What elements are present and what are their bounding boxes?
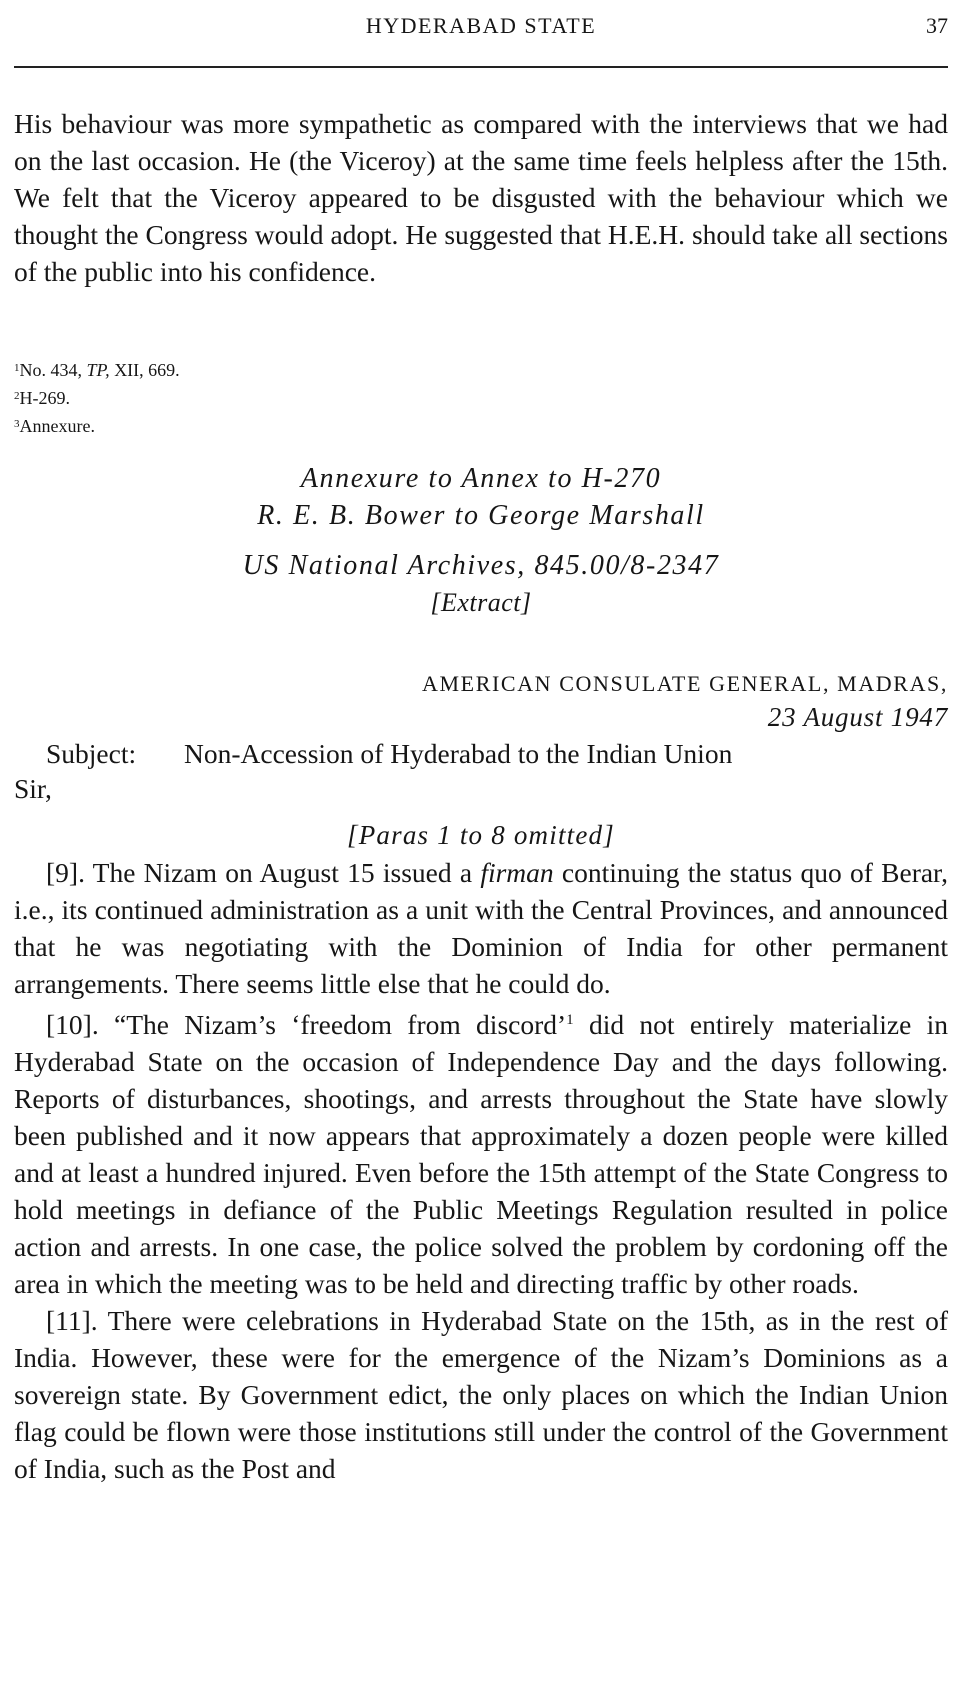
letter-sender: AMERICAN CONSULATE GENERAL, MADRAS,	[422, 671, 948, 696]
book-page	[14, 0, 948, 1683]
footnote-mark: 1	[14, 362, 20, 374]
paragraph-9	[14, 854, 948, 1002]
heading-line-annexure: Annexure to Annex to H-270	[300, 463, 662, 494]
footnote-text: No. 434,	[19, 360, 87, 380]
italic-term: firman	[480, 857, 554, 888]
footnote-reference: 1	[566, 1012, 574, 1028]
footnote-text: Annexure.	[19, 416, 95, 436]
paragraph-text: [10]. “The Nizam’s ‘freedom from discord’	[46, 1009, 567, 1040]
paragraph-text: did not entirely materialize in Hyderabad State on the occasion of Independence Day and the days following. Reports of disturbances, shootings, and arrests throughout the State have slowly been published and it now appears that approximately a dozen people were killed and at least a hundred injured. Even before the 15th attempt of the State Congress to hold meetings in defiance of the Public Meetings Regulation resulted in police action and arrests. In one case, the police solved the problem by cordoning off the area in which the meeting was to be held and directing traffic by other roads.	[14, 1009, 948, 1299]
continued-paragraph: His behaviour was more sympathetic as compared with the interviews that we had on the last occasion. He (the Viceroy) at the same time feels helpless after the 15th. We felt that the Viceroy appeared to be disgusted with the behaviour which we thought the Congress would adopt. He suggested that H.E.H. should take all sections of the public into his confidence.	[14, 108, 948, 287]
heading-line-extract: [Extract]	[430, 588, 532, 617]
footnote	[14, 355, 948, 383]
paragraph-text: [9]. The Nizam on August 15 issued a	[46, 857, 481, 888]
running-head	[14, 10, 948, 42]
running-title: HYDERABAD STATE	[365, 13, 597, 38]
omitted-note: [Paras 1 to 8 omitted]	[347, 820, 615, 850]
letter-salutation: Sir,	[14, 773, 52, 804]
footnote-text-after: XII, 669.	[109, 360, 180, 380]
footnote	[14, 411, 948, 439]
subject-label: Subject:	[46, 738, 137, 769]
footnote-mark: 2	[14, 390, 20, 402]
footnote-italic: TP,	[86, 360, 110, 380]
heading-line-source: US National Archives, 845.00/8-2347	[242, 550, 720, 581]
letter-date: 23 August 1947	[767, 702, 948, 732]
paragraph-10	[14, 1002, 948, 1302]
page-number: 37	[926, 13, 948, 38]
header-rule	[14, 66, 948, 68]
footnote-text: H-269.	[19, 388, 70, 408]
footnote-mark: 3	[14, 418, 20, 430]
paragraph-text: continuing the status quo of Berar, i.e., its continued administration as a unit with the Central Provinces, and announced that he was negotiating with the Dominion of India for other permanent arrangements. There seems little else that he could do.	[14, 857, 948, 999]
footnotes	[14, 355, 948, 439]
document-heading	[14, 460, 948, 621]
footnote	[14, 383, 948, 411]
paragraph-11: [11]. There were celebrations in Hyderabad State on the 15th, as in the rest of India. However, these were for the emergence of the Nizam’s Dominions as a sovereign state. By Government edict, the only places on which the Indian Union flag could be flown were those institutions still under the control of the Government of India, such as the Post and	[14, 1305, 948, 1484]
subject-value: Non-Accession of Hyderabad to the Indian Union	[184, 738, 733, 769]
letter-body	[14, 854, 948, 1487]
heading-line-correspondents: R. E. B. Bower to George Marshall	[257, 500, 705, 531]
